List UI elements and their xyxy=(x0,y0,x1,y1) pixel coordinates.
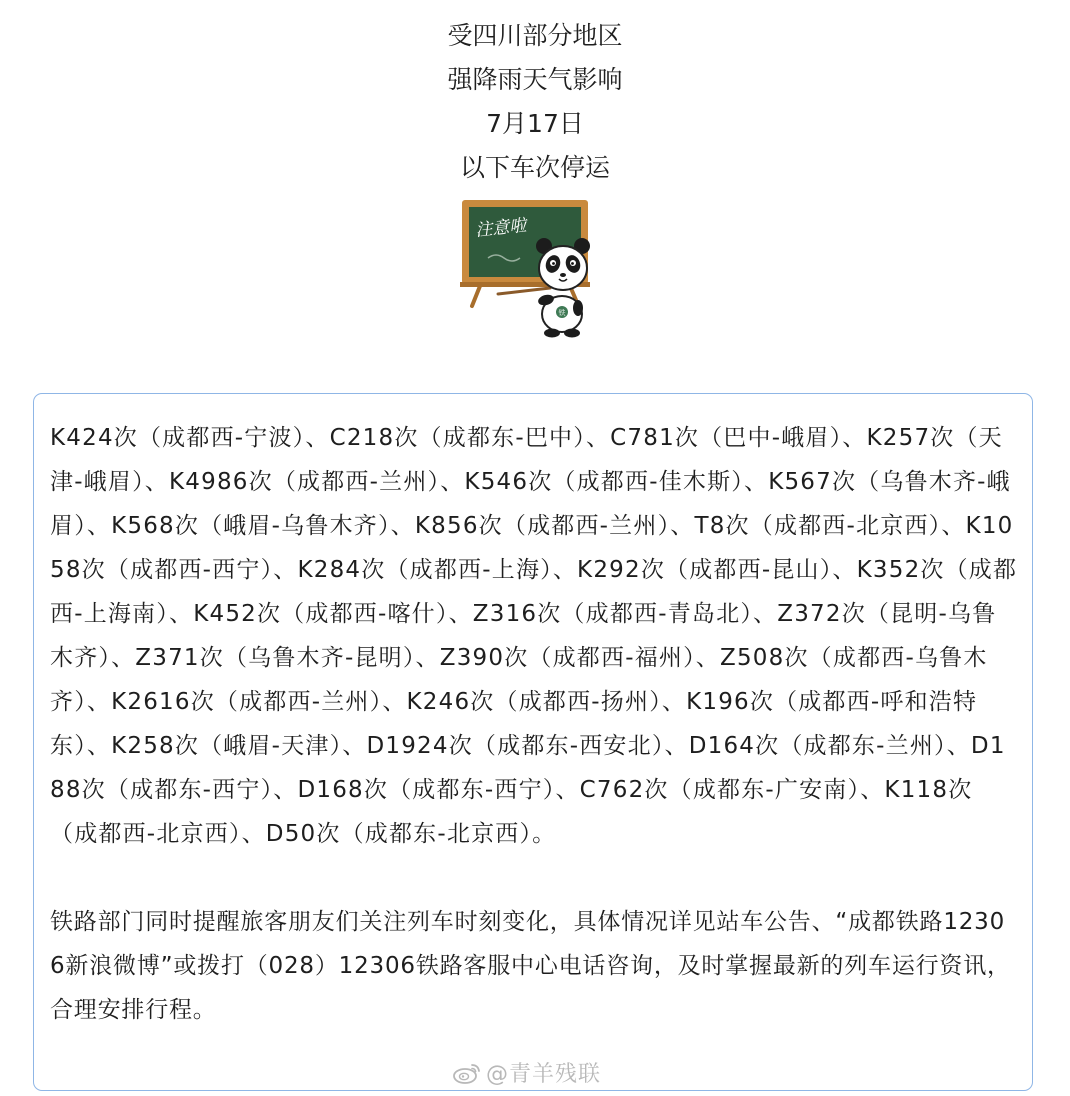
suspension-notice-panel xyxy=(33,393,1033,1091)
header-line-date: 7月17日 xyxy=(486,109,584,138)
suspended-train-list: K424次（成都西-宁波）、C218次（成都东-巴中）、C781次（巴中-峨眉）、K257次（天津-峨眉）、K4986次（成都西-兰州）、K546次（成都西-佳木斯）、K567次（乌鲁木齐-峨眉）、K568次（峨眉-乌鲁木齐）、K856次（成都西-兰州）、T8次（成都西-北京西）、K1058次（成都西-西宁）、K284次（成都西-上海）、K292次（成都西-昆山）、K352次（成都西-上海南）、K452次（成都西-喀什）、Z316次（成都西-青岛北）、Z372次（昆明-乌鲁木齐）、Z371次（乌鲁木齐-昆明）、Z390次（成都西-福州）、Z508次（成都西-乌鲁木齐）、K2616次（成都西-兰州）、K246次（成都西-扬州）、K196次（成都西-呼和浩特东）、K258次（峨眉-天津）、D1924次（成都东-西安北）、D164次（成都东-兰州）、D188次（成都东-西宁）、D168次（成都东-西宁）、C762次（成都东-广安南）、K118次（成都西-北京西）、D50次（成都东-北京西）。 xyxy=(50,425,1018,847)
weibo-watermark xyxy=(452,1057,601,1088)
notice-header xyxy=(0,14,1070,190)
weibo-icon xyxy=(452,1062,482,1084)
panda-chalkboard-icon xyxy=(458,196,608,338)
header-line-suspension: 以下车次停运 xyxy=(459,153,610,182)
header-line-cause: 强降雨天气影响 xyxy=(447,65,623,94)
passenger-reminder: 铁路部门同时提醒旅客朋友们关注列车时刻变化，具体情况详见站车公告、“成都铁路12306新浪微博”或拨打（028）12306铁路客服中心电话咨询，及时掌握最新的列车运行资讯，合理安排行程。 xyxy=(50,909,1011,1023)
svg-text:铁: 铁 xyxy=(558,309,566,317)
chalkboard-text: 注意啦 xyxy=(474,215,528,241)
watermark-text: @青羊残联 xyxy=(486,1062,602,1087)
header-line-region: 受四川部分地区 xyxy=(447,21,623,50)
